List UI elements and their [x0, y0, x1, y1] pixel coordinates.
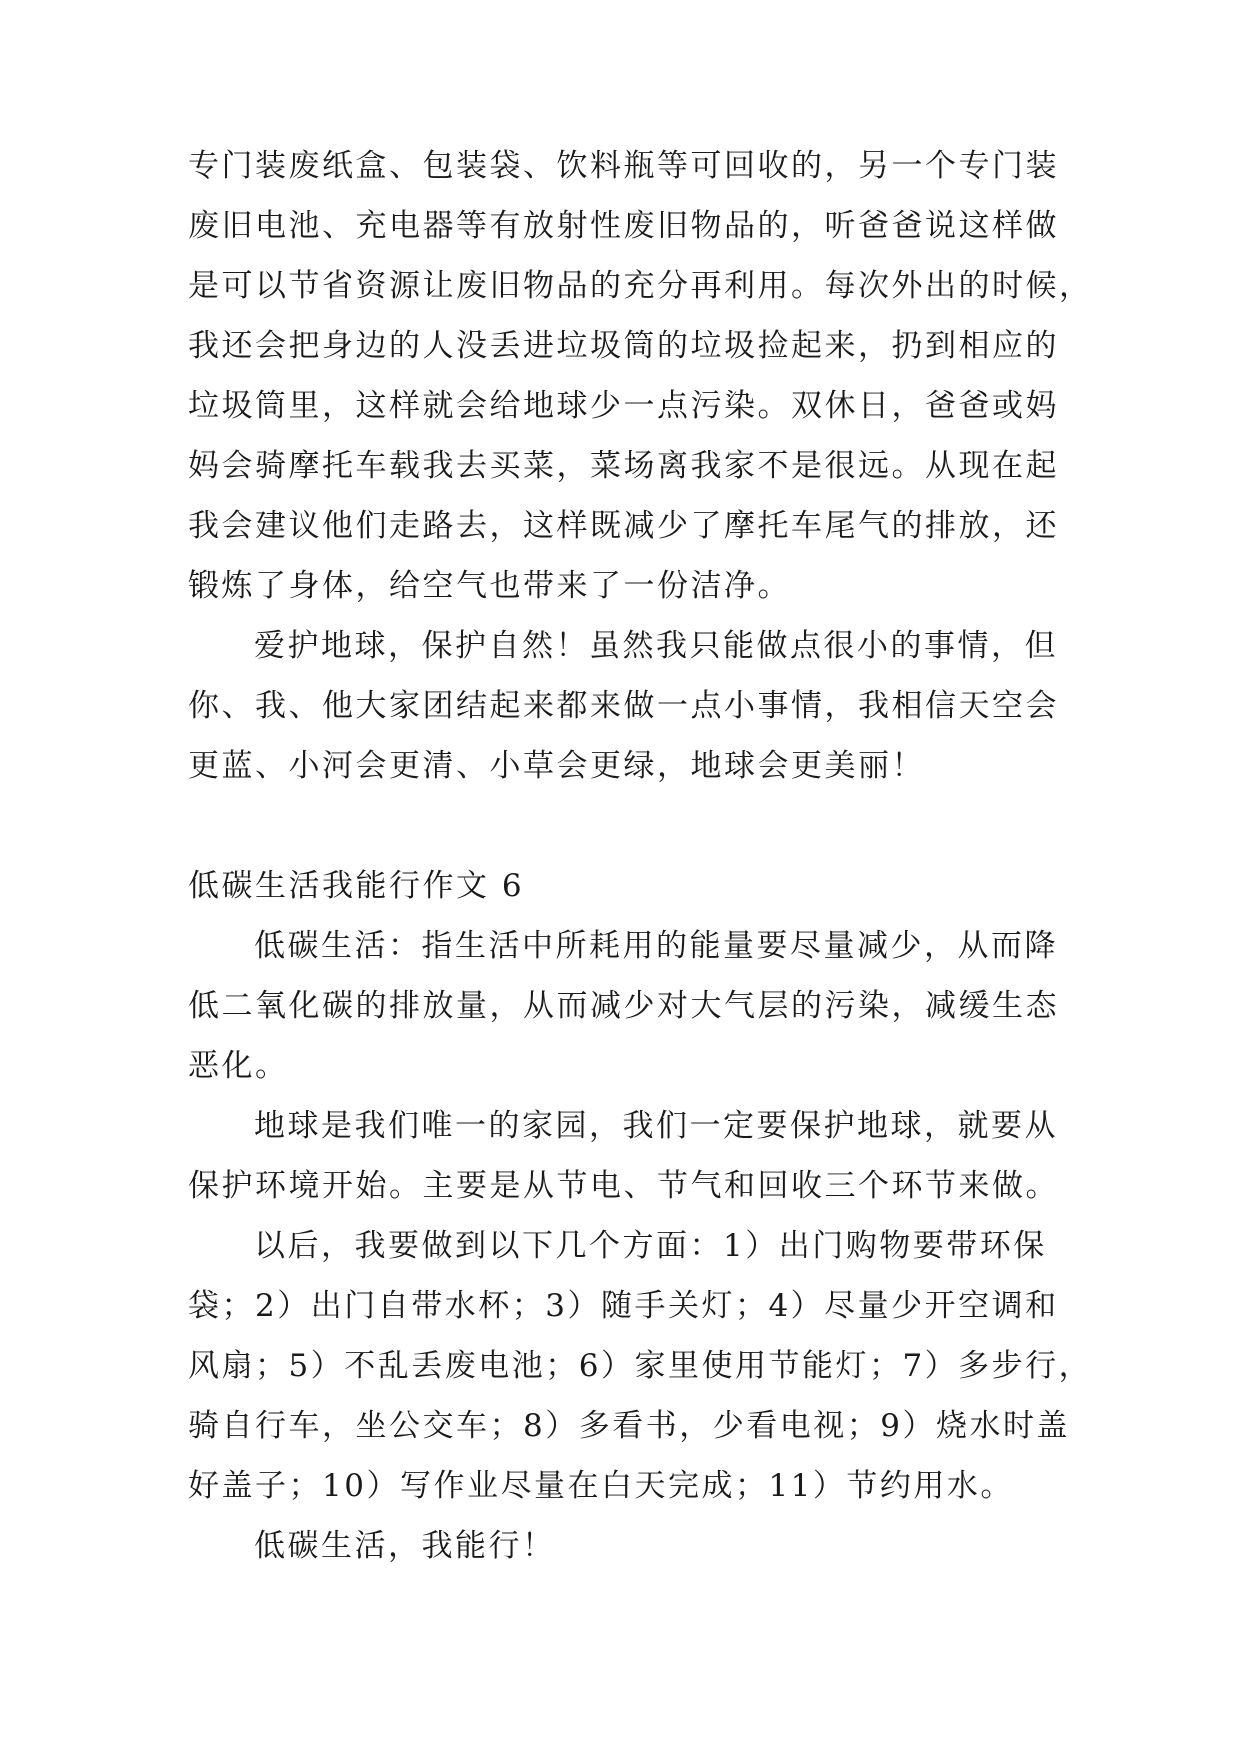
paragraph-line: 以后，我要做到以下几个方面：1）出门购物要带环保 [254, 1228, 1047, 1264]
paragraph-line: 锻炼了身体，给空气也带来了一份洁净。 [188, 568, 791, 604]
paragraph-line: 地球是我们唯一的家园，我们一定要保护地球，就要从 [254, 1108, 1058, 1144]
paragraph-line: 低二氧化碳的排放量，从而减少对大气层的污染，减缓生态 [188, 988, 1059, 1024]
paragraph-line: 好盖子；10）写作业尽量在白天完成；11）节约用水。 [188, 1468, 1014, 1504]
paragraph-line: 恶化。 [188, 1048, 289, 1084]
paragraph-line: 我会建议他们走路去，这样既减少了摩托车尾气的排放，还 [188, 508, 1059, 544]
paragraph-line: 骑自行车，坐公交车；8）多看书，少看电视；9）烧水时盖 [188, 1408, 1070, 1444]
paragraph-line: 风扇；5）不乱丢废电池；6）家里使用节能灯；7）多步行， [188, 1348, 1093, 1384]
paragraph-line: 废旧电池、充电器等有放射性废旧物品的，听爸爸说这样做 [188, 208, 1059, 244]
section-title: 低碳生活我能行作文 6 [188, 868, 525, 904]
paragraph-line: 专门装废纸盒、包装袋、饮料瓶等可回收的，另一个专门装 [188, 148, 1059, 184]
paragraph-line: 我还会把身边的人没丢进垃圾筒的垃圾捡起来，扔到相应的 [188, 328, 1059, 364]
paragraph-line: 妈会骑摩托车载我去买菜，菜场离我家不是很远。从现在起 [188, 448, 1059, 484]
paragraph-line: 低碳生活：指生活中所耗用的能量要尽量减少，从而降 [254, 928, 1058, 964]
paragraph-line: 更蓝、小河会更清、小草会更绿，地球会更美丽！ [188, 748, 925, 784]
paragraph-line: 是可以节省资源让废旧物品的充分再利用。每次外出的时候， [188, 268, 1093, 304]
paragraph-line: 袋；2）出门自带水杯；3）随手关灯；4）尽量少开空调和 [188, 1288, 1059, 1324]
paragraph-line: 垃圾筒里，这样就会给地球少一点污染。双休日，爸爸或妈 [188, 388, 1059, 424]
paragraph-line: 保护环境开始。主要是从节电、节气和回收三个环节来做。 [188, 1168, 1059, 1204]
paragraph-line: 爱护地球，保护自然！虽然我只能做点很小的事情，但 [254, 628, 1058, 664]
paragraph-line: 你、我、他大家团结起来都来做一点小事情，我相信天空会 [188, 688, 1059, 724]
paragraph-line: 低碳生活，我能行！ [254, 1528, 556, 1564]
